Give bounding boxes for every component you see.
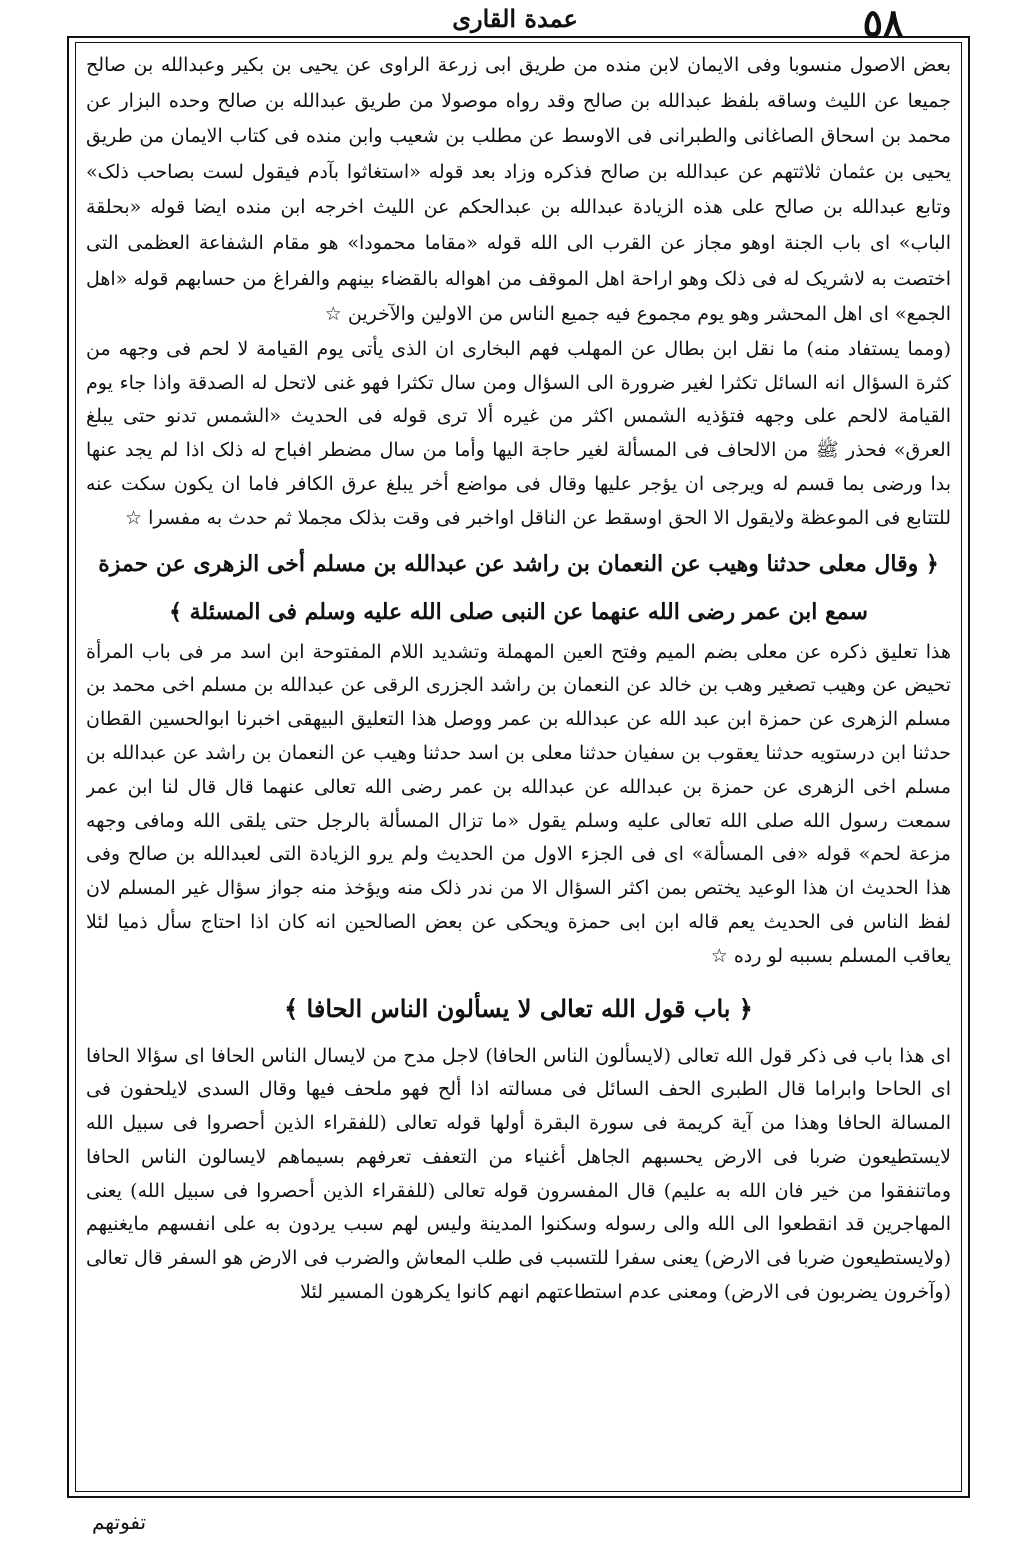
commentary-paragraph-1: بعض الاصول منسوبا وفی الایمان لابن منده من طریق ابی زرعة الراوی عن یحیی بن بکیر وعبدالله بن صالح جمیعا عن اللیث وساقه بلفظ عبدالله بن صالح وقد رواه موصولا من طریق عبدالله بن صالح وحده البزار عن محمد بن اسحاق الصاغانی والطبرانی فی الاوسط عن مطلب بن شعیب وابن منده فی کتاب الایمان من طریق یحیی بن عثمان ثلاثتهم عن عبدالله بن صالح فذکره وزاد بعد قوله «استغاثوا بآدم فیقول لست بصاحب ذلک» وتابع عبدالله بن صالح علی هذه الزیادة عبدالله بن عبدالحکم عن اللیث اخرجه ابن منده ایضا قوله «بحلقة الباب» ای باب الجنة اوهو مجاز عن القرب الی الله قوله «مقاما محمودا» هو مقام الشفاعة العظمی التی اختصت به لاشریک له فی ذلک وهو اراحة اهل الموقف من اهواله بالقضاء بینهم والفراغ من حسابهم قوله «اهل الجمع» ای اهل المحشر وهو یوم مجموع فیه جمیع الناس من الاولین والآخرین ☆ xyxy=(86,54,951,326)
hadith-text: ﴿ وقال معلی حدثنا وهیب عن النعمان بن راشد عن عبدالله بن مسلم أخی الزهری عن حمزة سمع ابن عمر رضی الله عنهما عن النبی صلی الله علیه وسلم فی المسئلة ﴾ xyxy=(98,550,939,625)
page-number: ٥٨ xyxy=(862,0,904,45)
catchword: تفوتهم xyxy=(92,1510,147,1534)
commentary-paragraph-4: ای هذا باب فی ذکر قول الله تعالی (لایسألون الناس الحافا) لاجل مدح من لایسال الناس الحافا ای سؤالا الحافا ای الحاحا وابراما قال الطبری الحف السائل فی مسالته اذا ألح فهو ملحف فیها وقال السدی لایلحفون فی المسالة الحافا وهذا من آیة کریمة فی سورة البقرة أولها قوله تعالی (للفقراء الذین أحصروا فی سبیل الله لایستطیعون ضربا فی الارض یحسبهم الجاهل أغنیاء من التعفف تعرفهم بسیماهم لایسالون الناس الحافا وماتنفقوا من خیر فان الله به علیم) قال المفسرون قوله تعالی (للفقراء الذین أحصروا فی سبیل الله) یعنی المهاجرین قد انقطعوا الی الله والی رسوله وسکنوا المدینة ولیس لهم سبب یردون به علی انفسهم مایغنیهم (ولایستطیعون ضربا فی الارض) یعنی سفرا للتسبب فی طلب المعاش والضرب فی الارض هو السفر قال تعالی (وآخرون یضربون فی الارض) ومعنی عدم استطاعتهم انهم کانوا یکرهون المسیر لئلا xyxy=(86,1044,951,1304)
running-title: عمدة القاری xyxy=(452,4,578,33)
chapter-heading: ﴿ باب قول الله تعالی لا یسألون الناس الحافا ﴾ xyxy=(284,993,753,1023)
page-body xyxy=(86,48,951,1488)
commentary-paragraph-3: هذا تعلیق ذکره عن معلی بضم المیم وفتح العین المهملة وتشدید اللام المفتوحة ابن اسد مر فی باب المرأة تحیض عن وهیب تصغیر وهب بن خالد عن النعمان بن راشد الجزری الرقی عن عبدالله بن مسلم اخی محمد بن مسلم الزهری عن حمزة ابن عبد الله عن عبدالله بن عمر ووصل هذا التعلیق البیهقی اخبرنا ابوالحسین القطان حدثنا ابن درستویه حدثنا یعقوب بن سفیان حدثنا معلی بن اسد حدثنا وهیب عن النعمان بن راشد عن عبدالله بن مسلم اخی الزهری عن حمزة بن عبدالله عن عبدالله بن عمر رضی الله تعالی عنهما قال قال لنا ابن عمر سمعت رسول الله صلی الله تعالی علیه وسلم یقول «ما تزال المسألة بالرجل حتی یلقی الله ومافی وجهه مزعة لحم» قوله «فی المسألة» ای فی الجزء الاول من الحدیث ولم یرو الزیادة التی لعبدالله بن صالح وفی هذا الحدیث ان هذا الوعید یختص بمن اکثر السؤال الا من ندر ذلک منه ویؤخذ منه جواز سؤال غیر المسلم لان لفظ الناس فی الحدیث یعم قاله ابن ابی حمزة ویحکی عن بعض الصالحین انه کان اذا احتاج سأل ذمیا لئلا یعاقب المسلم بسببه لو رده ☆ xyxy=(86,640,951,967)
commentary-paragraph-2: (ومما یستفاد منه) ما نقل ابن بطال عن المهلب فهم البخاری ان الذی یأتی یوم القیامة لا لحم فی وجهه من کثرة السؤال انه السائل تکثرا لغیر ضرورة الی السؤال ومن سال تکثرا فهو غنی لاتحل له الصدقة واذا جاء یوم القیامة لالحم علی وجهه فتؤذیه الشمس اکثر من غیره ألا تری قوله فی الحدیث «الشمس تدنو حتی یبلغ العرق» فحذر ﷺ من الالحاف فی المسألة لغیر حاجة الیها وأما من سال مضطر افباح له ذلک اذا لم یجد عنها بدا ورضی بما قسم له ویرجی ان یؤجر علیها وقال فی مواضع أخر یبلغ عرق الکافر فاما ان یکون سکت عنه للتتابع فی الموعظة ولایقول الا الحق اوسقط عن الناقل اواخبر فی وقت بذلک مجملا ثم حدث به مفسرا ☆ xyxy=(86,337,951,529)
